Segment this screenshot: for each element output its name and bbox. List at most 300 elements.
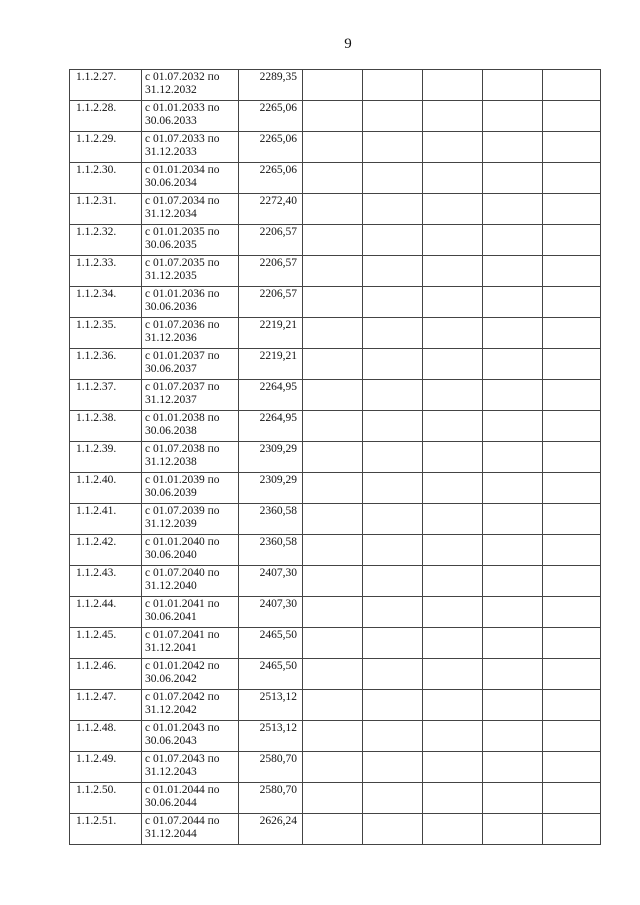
empty-cell xyxy=(543,380,601,411)
row-number-cell xyxy=(70,814,142,845)
row-number-cell xyxy=(70,566,142,597)
empty-cell xyxy=(543,70,601,101)
table-row xyxy=(70,256,601,287)
empty-cell xyxy=(303,132,363,163)
empty-cell xyxy=(543,628,601,659)
period-cell xyxy=(142,690,239,721)
period-start: с 01.01.2043 по xyxy=(145,722,220,734)
empty-cell xyxy=(543,783,601,814)
empty-cell xyxy=(483,380,543,411)
period-end: 30.06.2036 xyxy=(145,301,197,313)
period-start: с 01.07.2044 по xyxy=(145,815,220,827)
row-number: 1.1.2.30. xyxy=(76,164,117,176)
tariff-value-cell xyxy=(239,814,303,845)
empty-cell xyxy=(543,132,601,163)
empty-cell xyxy=(483,752,543,783)
empty-cell xyxy=(543,566,601,597)
empty-cell xyxy=(303,535,363,566)
empty-cell xyxy=(363,132,423,163)
empty-cell xyxy=(423,566,483,597)
empty-cell xyxy=(423,504,483,535)
period-start: с 01.07.2038 по xyxy=(145,443,220,455)
empty-cell xyxy=(363,504,423,535)
table-row xyxy=(70,597,601,628)
empty-cell xyxy=(423,597,483,628)
period-start: с 01.07.2042 по xyxy=(145,691,220,703)
empty-cell xyxy=(363,628,423,659)
empty-cell xyxy=(363,566,423,597)
empty-cell xyxy=(303,318,363,349)
empty-cell xyxy=(483,287,543,318)
empty-cell xyxy=(483,132,543,163)
tariff-value: 2580,70 xyxy=(259,784,297,796)
empty-cell xyxy=(483,535,543,566)
empty-cell xyxy=(543,256,601,287)
empty-cell xyxy=(303,597,363,628)
empty-cell xyxy=(423,70,483,101)
row-number: 1.1.2.36. xyxy=(76,350,117,362)
empty-cell xyxy=(363,473,423,504)
empty-cell xyxy=(483,349,543,380)
row-number-cell xyxy=(70,349,142,380)
empty-cell xyxy=(543,504,601,535)
period-start: с 01.01.2037 по xyxy=(145,350,220,362)
empty-cell xyxy=(543,535,601,566)
empty-cell xyxy=(303,442,363,473)
period-end: 30.06.2039 xyxy=(145,487,197,499)
row-number-cell xyxy=(70,535,142,566)
empty-cell xyxy=(423,411,483,442)
tariff-value: 2309,29 xyxy=(259,443,297,455)
tariff-value: 2513,12 xyxy=(259,722,297,734)
row-number: 1.1.2.35. xyxy=(76,319,117,331)
empty-cell xyxy=(423,628,483,659)
empty-cell xyxy=(543,225,601,256)
period-cell xyxy=(142,132,239,163)
empty-cell xyxy=(303,566,363,597)
empty-cell xyxy=(543,287,601,318)
tariff-value: 2309,29 xyxy=(259,474,297,486)
empty-cell xyxy=(363,783,423,814)
period-cell xyxy=(142,442,239,473)
empty-cell xyxy=(423,473,483,504)
empty-cell xyxy=(543,194,601,225)
tariff-value-cell xyxy=(239,101,303,132)
tariff-value: 2264,95 xyxy=(259,381,297,393)
empty-cell xyxy=(303,349,363,380)
table-row xyxy=(70,814,601,845)
period-start: с 01.01.2035 по xyxy=(145,226,220,238)
tariff-value-cell xyxy=(239,225,303,256)
tariff-value: 2407,30 xyxy=(259,598,297,610)
row-number-cell xyxy=(70,442,142,473)
tariff-value-cell xyxy=(239,659,303,690)
row-number: 1.1.2.29. xyxy=(76,133,117,145)
empty-cell xyxy=(543,163,601,194)
empty-cell xyxy=(543,721,601,752)
empty-cell xyxy=(303,628,363,659)
empty-cell xyxy=(423,721,483,752)
table-row xyxy=(70,690,601,721)
empty-cell xyxy=(303,659,363,690)
tariff-table xyxy=(69,69,601,845)
tariff-value: 2219,21 xyxy=(259,350,297,362)
empty-cell xyxy=(303,721,363,752)
row-number-cell xyxy=(70,411,142,442)
period-end: 31.12.2036 xyxy=(145,332,197,344)
row-number: 1.1.2.27. xyxy=(76,71,117,83)
empty-cell xyxy=(543,597,601,628)
period-cell xyxy=(142,659,239,690)
table-row xyxy=(70,752,601,783)
tariff-value: 2265,06 xyxy=(259,164,297,176)
period-end: 31.12.2038 xyxy=(145,456,197,468)
empty-cell xyxy=(483,597,543,628)
empty-cell xyxy=(543,814,601,845)
page-number: 9 xyxy=(344,36,352,52)
row-number-cell xyxy=(70,504,142,535)
period-end: 31.12.2034 xyxy=(145,208,197,220)
empty-cell xyxy=(483,473,543,504)
tariff-value-cell xyxy=(239,163,303,194)
empty-cell xyxy=(303,380,363,411)
tariff-value-cell xyxy=(239,504,303,535)
table-row xyxy=(70,380,601,411)
period-cell xyxy=(142,287,239,318)
table-row xyxy=(70,659,601,690)
row-number-cell xyxy=(70,721,142,752)
table-row xyxy=(70,163,601,194)
row-number-cell xyxy=(70,163,142,194)
empty-cell xyxy=(483,442,543,473)
tariff-value: 2465,50 xyxy=(259,660,297,672)
tariff-value: 2206,57 xyxy=(259,288,297,300)
period-start: с 01.01.2033 по xyxy=(145,102,220,114)
empty-cell xyxy=(363,256,423,287)
empty-cell xyxy=(423,101,483,132)
period-start: с 01.07.2043 по xyxy=(145,753,220,765)
period-start: с 01.01.2041 по xyxy=(145,598,220,610)
empty-cell xyxy=(303,256,363,287)
empty-cell xyxy=(543,349,601,380)
empty-cell xyxy=(483,504,543,535)
period-start: с 01.07.2032 по xyxy=(145,71,220,83)
period-start: с 01.07.2039 по xyxy=(145,505,220,517)
row-number-cell xyxy=(70,783,142,814)
table-row xyxy=(70,349,601,380)
empty-cell xyxy=(363,659,423,690)
period-start: с 01.07.2041 по xyxy=(145,629,220,641)
period-start: с 01.01.2039 по xyxy=(145,474,220,486)
empty-cell xyxy=(423,287,483,318)
row-number: 1.1.2.41. xyxy=(76,505,117,517)
period-cell xyxy=(142,70,239,101)
table-row xyxy=(70,473,601,504)
empty-cell xyxy=(363,752,423,783)
tariff-value: 2206,57 xyxy=(259,257,297,269)
period-cell xyxy=(142,411,239,442)
period-end: 31.12.2035 xyxy=(145,270,197,282)
row-number: 1.1.2.38. xyxy=(76,412,117,424)
empty-cell xyxy=(423,256,483,287)
row-number-cell xyxy=(70,318,142,349)
row-number: 1.1.2.40. xyxy=(76,474,117,486)
tariff-value-cell xyxy=(239,721,303,752)
empty-cell xyxy=(363,225,423,256)
tariff-value-cell xyxy=(239,70,303,101)
tariff-value: 2206,57 xyxy=(259,226,297,238)
period-end: 30.06.2033 xyxy=(145,115,197,127)
period-cell xyxy=(142,380,239,411)
tariff-value: 2219,21 xyxy=(259,319,297,331)
empty-cell xyxy=(363,597,423,628)
empty-cell xyxy=(483,566,543,597)
table-row xyxy=(70,225,601,256)
empty-cell xyxy=(363,721,423,752)
row-number: 1.1.2.39. xyxy=(76,443,117,455)
row-number: 1.1.2.28. xyxy=(76,102,117,114)
tariff-value-cell xyxy=(239,380,303,411)
row-number-cell xyxy=(70,628,142,659)
period-end: 31.12.2040 xyxy=(145,580,197,592)
row-number-cell xyxy=(70,101,142,132)
row-number-cell xyxy=(70,473,142,504)
table-body xyxy=(70,70,601,845)
row-number: 1.1.2.42. xyxy=(76,536,117,548)
period-cell xyxy=(142,194,239,225)
tariff-value: 2289,35 xyxy=(259,71,297,83)
empty-cell xyxy=(423,194,483,225)
period-cell xyxy=(142,783,239,814)
empty-cell xyxy=(543,101,601,132)
table-row xyxy=(70,504,601,535)
row-number-cell xyxy=(70,70,142,101)
tariff-value-cell xyxy=(239,628,303,659)
period-end: 31.12.2042 xyxy=(145,704,197,716)
row-number-cell xyxy=(70,752,142,783)
empty-cell xyxy=(303,101,363,132)
empty-cell xyxy=(483,411,543,442)
empty-cell xyxy=(483,783,543,814)
period-end: 30.06.2044 xyxy=(145,797,197,809)
empty-cell xyxy=(423,659,483,690)
empty-cell xyxy=(483,690,543,721)
period-start: с 01.01.2034 по xyxy=(145,164,220,176)
table-row xyxy=(70,783,601,814)
tariff-value-cell xyxy=(239,597,303,628)
row-number-cell xyxy=(70,132,142,163)
tariff-value-cell xyxy=(239,318,303,349)
table-row xyxy=(70,101,601,132)
empty-cell xyxy=(363,349,423,380)
empty-cell xyxy=(483,659,543,690)
row-number: 1.1.2.37. xyxy=(76,381,117,393)
empty-cell xyxy=(363,380,423,411)
tariff-value: 2264,95 xyxy=(259,412,297,424)
row-number: 1.1.2.44. xyxy=(76,598,117,610)
row-number: 1.1.2.46. xyxy=(76,660,117,672)
tariff-value-cell xyxy=(239,752,303,783)
tariff-value: 2513,12 xyxy=(259,691,297,703)
tariff-value: 2265,06 xyxy=(259,133,297,145)
row-number-cell xyxy=(70,256,142,287)
row-number: 1.1.2.34. xyxy=(76,288,117,300)
table-row xyxy=(70,442,601,473)
empty-cell xyxy=(423,442,483,473)
empty-cell xyxy=(543,690,601,721)
row-number: 1.1.2.31. xyxy=(76,195,117,207)
empty-cell xyxy=(303,690,363,721)
period-cell xyxy=(142,163,239,194)
empty-cell xyxy=(423,690,483,721)
row-number-cell xyxy=(70,194,142,225)
empty-cell xyxy=(303,163,363,194)
tariff-value-cell xyxy=(239,349,303,380)
empty-cell xyxy=(363,318,423,349)
table-row xyxy=(70,628,601,659)
period-cell xyxy=(142,721,239,752)
period-cell xyxy=(142,628,239,659)
row-number: 1.1.2.47. xyxy=(76,691,117,703)
period-cell xyxy=(142,256,239,287)
empty-cell xyxy=(543,752,601,783)
tariff-value: 2580,70 xyxy=(259,753,297,765)
period-start: с 01.07.2037 по xyxy=(145,381,220,393)
empty-cell xyxy=(303,225,363,256)
table-row xyxy=(70,318,601,349)
period-cell xyxy=(142,535,239,566)
period-end: 31.12.2037 xyxy=(145,394,197,406)
empty-cell xyxy=(363,194,423,225)
empty-cell xyxy=(543,659,601,690)
empty-cell xyxy=(303,287,363,318)
period-cell xyxy=(142,349,239,380)
empty-cell xyxy=(483,225,543,256)
period-cell xyxy=(142,101,239,132)
empty-cell xyxy=(363,287,423,318)
period-end: 31.12.2043 xyxy=(145,766,197,778)
empty-cell xyxy=(363,814,423,845)
empty-cell xyxy=(483,814,543,845)
period-cell xyxy=(142,318,239,349)
tariff-value: 2272,40 xyxy=(259,195,297,207)
empty-cell xyxy=(543,318,601,349)
row-number-cell xyxy=(70,287,142,318)
empty-cell xyxy=(303,783,363,814)
empty-cell xyxy=(483,163,543,194)
empty-cell xyxy=(423,132,483,163)
period-cell xyxy=(142,814,239,845)
tariff-value-cell xyxy=(239,132,303,163)
period-start: с 01.07.2036 по xyxy=(145,319,220,331)
row-number-cell xyxy=(70,690,142,721)
row-number-cell xyxy=(70,380,142,411)
table-row xyxy=(70,411,601,442)
period-end: 30.06.2043 xyxy=(145,735,197,747)
empty-cell xyxy=(303,752,363,783)
tariff-value: 2465,50 xyxy=(259,629,297,641)
empty-cell xyxy=(423,163,483,194)
period-start: с 01.01.2044 по xyxy=(145,784,220,796)
period-start: с 01.07.2035 по xyxy=(145,257,220,269)
row-number-cell xyxy=(70,659,142,690)
tariff-value: 2360,58 xyxy=(259,505,297,517)
empty-cell xyxy=(303,70,363,101)
period-end: 31.12.2041 xyxy=(145,642,197,654)
tariff-value-cell xyxy=(239,411,303,442)
empty-cell xyxy=(423,380,483,411)
period-start: с 01.01.2042 по xyxy=(145,660,220,672)
row-number: 1.1.2.50. xyxy=(76,784,117,796)
empty-cell xyxy=(363,690,423,721)
empty-cell xyxy=(423,783,483,814)
empty-cell xyxy=(483,318,543,349)
period-end: 30.06.2038 xyxy=(145,425,197,437)
tariff-value: 2626,24 xyxy=(259,815,297,827)
period-end: 31.12.2032 xyxy=(145,84,197,96)
period-start: с 01.01.2038 по xyxy=(145,412,220,424)
row-number-cell xyxy=(70,225,142,256)
empty-cell xyxy=(363,163,423,194)
empty-cell xyxy=(363,411,423,442)
tariff-value-cell xyxy=(239,194,303,225)
empty-cell xyxy=(303,504,363,535)
period-cell xyxy=(142,225,239,256)
empty-cell xyxy=(363,101,423,132)
tariff-value-cell xyxy=(239,535,303,566)
period-end: 30.06.2040 xyxy=(145,549,197,561)
empty-cell xyxy=(423,535,483,566)
tariff-value-cell xyxy=(239,566,303,597)
tariff-value-cell xyxy=(239,287,303,318)
period-cell xyxy=(142,752,239,783)
tariff-value: 2265,06 xyxy=(259,102,297,114)
empty-cell xyxy=(423,814,483,845)
tariff-value: 2360,58 xyxy=(259,536,297,548)
empty-cell xyxy=(543,411,601,442)
row-number: 1.1.2.43. xyxy=(76,567,117,579)
empty-cell xyxy=(543,473,601,504)
period-cell xyxy=(142,504,239,535)
period-end: 30.06.2042 xyxy=(145,673,197,685)
empty-cell xyxy=(483,628,543,659)
tariff-value-cell xyxy=(239,256,303,287)
table-row xyxy=(70,535,601,566)
table-row xyxy=(70,287,601,318)
table-row xyxy=(70,132,601,163)
period-end: 30.06.2037 xyxy=(145,363,197,375)
empty-cell xyxy=(363,535,423,566)
empty-cell xyxy=(483,256,543,287)
period-end: 31.12.2033 xyxy=(145,146,197,158)
table-row xyxy=(70,70,601,101)
row-number-cell xyxy=(70,597,142,628)
table-row xyxy=(70,194,601,225)
empty-cell xyxy=(483,194,543,225)
period-end: 31.12.2044 xyxy=(145,828,197,840)
tariff-value-cell xyxy=(239,783,303,814)
table-row xyxy=(70,721,601,752)
period-cell xyxy=(142,597,239,628)
row-number: 1.1.2.33. xyxy=(76,257,117,269)
period-start: с 01.07.2040 по xyxy=(145,567,220,579)
row-number: 1.1.2.48. xyxy=(76,722,117,734)
period-start: с 01.07.2033 по xyxy=(145,133,220,145)
tariff-value: 2407,30 xyxy=(259,567,297,579)
empty-cell xyxy=(303,814,363,845)
empty-cell xyxy=(303,473,363,504)
table-row xyxy=(70,566,601,597)
